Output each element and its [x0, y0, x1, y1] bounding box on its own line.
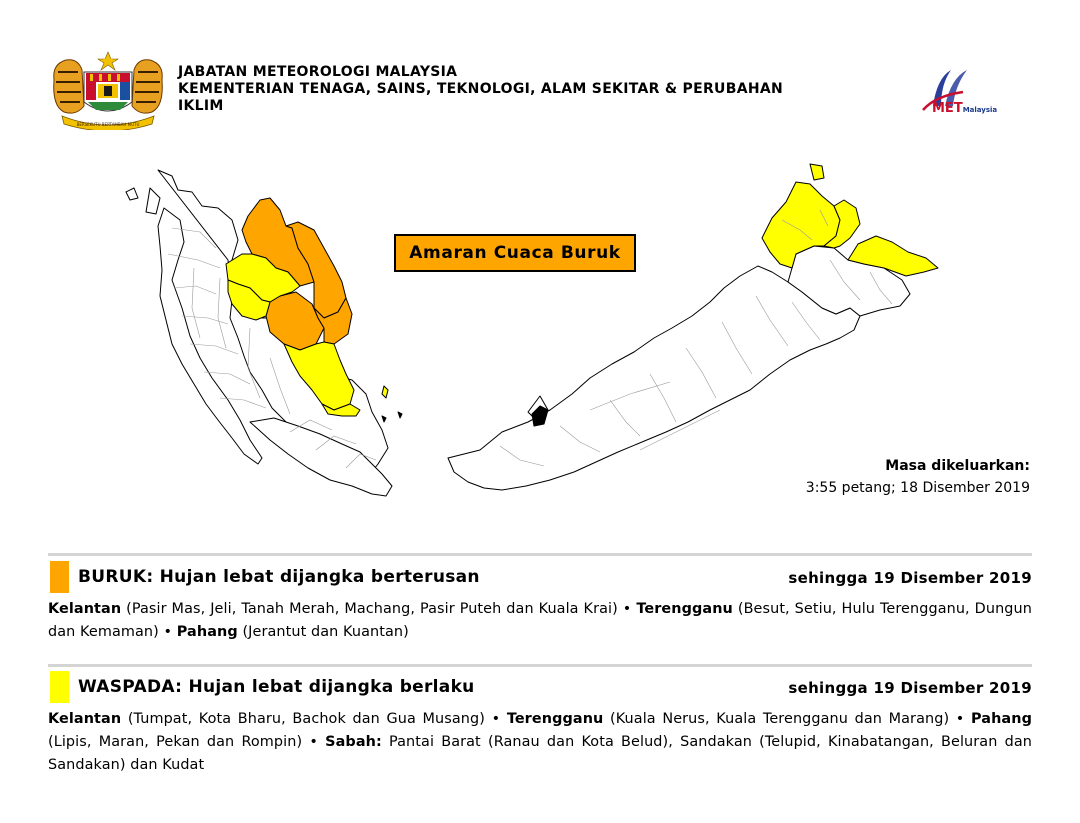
issued-value: 3:55 petang; 18 Disember 2019	[805, 480, 1030, 496]
buruk-color-swatch	[50, 561, 69, 593]
warning-title: BURUK: Hujan lebat dijangka berterusan	[78, 567, 480, 587]
met-logo-text: METMalaysia	[932, 101, 998, 116]
map-title-warning-box: Amaran Cuaca Buruk	[394, 234, 636, 272]
warning-buruk-header	[48, 561, 1032, 593]
warning-buruk-areas	[48, 598, 1032, 644]
map-peninsular-malaysia	[120, 168, 420, 498]
state-name: Kelantan	[48, 711, 122, 727]
state-name: Sabah:	[325, 734, 382, 750]
header-title-block	[178, 64, 898, 115]
state-name: Pahang	[971, 711, 1032, 727]
agency-name: JABATAN METEOROLOGI MALAYSIA	[178, 64, 458, 80]
district-list: (Tumpat, Kota Bharu, Bachok dan Gua Musang) •	[121, 711, 507, 727]
state-name: Terengganu	[636, 601, 733, 617]
district-list: (Lipis, Maran, Pekan dan Rompin) •	[48, 734, 326, 750]
district-list: (Kuala Nerus, Kuala Terengganu dan Marang) •	[603, 711, 972, 727]
warning-until: sehingga 19 Disember 2019	[788, 679, 1032, 697]
ministry-name-line1: KEMENTERIAN TENAGA, SAINS, TEKNOLOGI, ALAM SEKITAR & PERUBAHAN	[178, 81, 783, 97]
district-list: (Jerantut dan Kuantan)	[237, 624, 409, 640]
warning-waspada-header	[48, 671, 1032, 703]
district-list: (Besut, Setiu, Hulu Terengganu, Dungun dan Kemaman) •	[48, 601, 1032, 640]
warning-waspada-areas	[48, 708, 1032, 777]
warning-until: sehingga 19 Disember 2019	[788, 569, 1032, 587]
warning-title: WASPADA: Hujan lebat dijangka berlaku	[78, 677, 475, 697]
met-malaysia-logo	[915, 66, 1030, 126]
coat-of-arms-logo	[48, 50, 168, 130]
divider	[48, 664, 1032, 667]
issued-label: Masa dikeluarkan:	[885, 458, 1030, 474]
state-name: Pahang	[176, 624, 238, 640]
ministry-name-line2: IKLIM	[178, 98, 224, 114]
state-name: Kelantan	[48, 601, 122, 617]
district-list: Pantai Barat (Ranau dan Kota Belud), Sandakan (Telupid, Kinabatangan, Beluran dan Sandakan) dan Kudat	[48, 734, 1032, 773]
issued-time-block	[806, 455, 1030, 499]
divider	[48, 553, 1032, 556]
map-sarawak-sabah	[440, 160, 950, 500]
district-list: (Pasir Mas, Jeli, Tanah Merah, Machang, Pasir Puteh dan Kuala Krai) •	[121, 601, 637, 617]
state-name: Terengganu	[506, 711, 604, 727]
waspada-color-swatch	[50, 671, 69, 703]
svg-text:BERSEKUTU BERTAMBAH MUTU: BERSEKUTU BERTAMBAH MUTU	[76, 122, 140, 127]
